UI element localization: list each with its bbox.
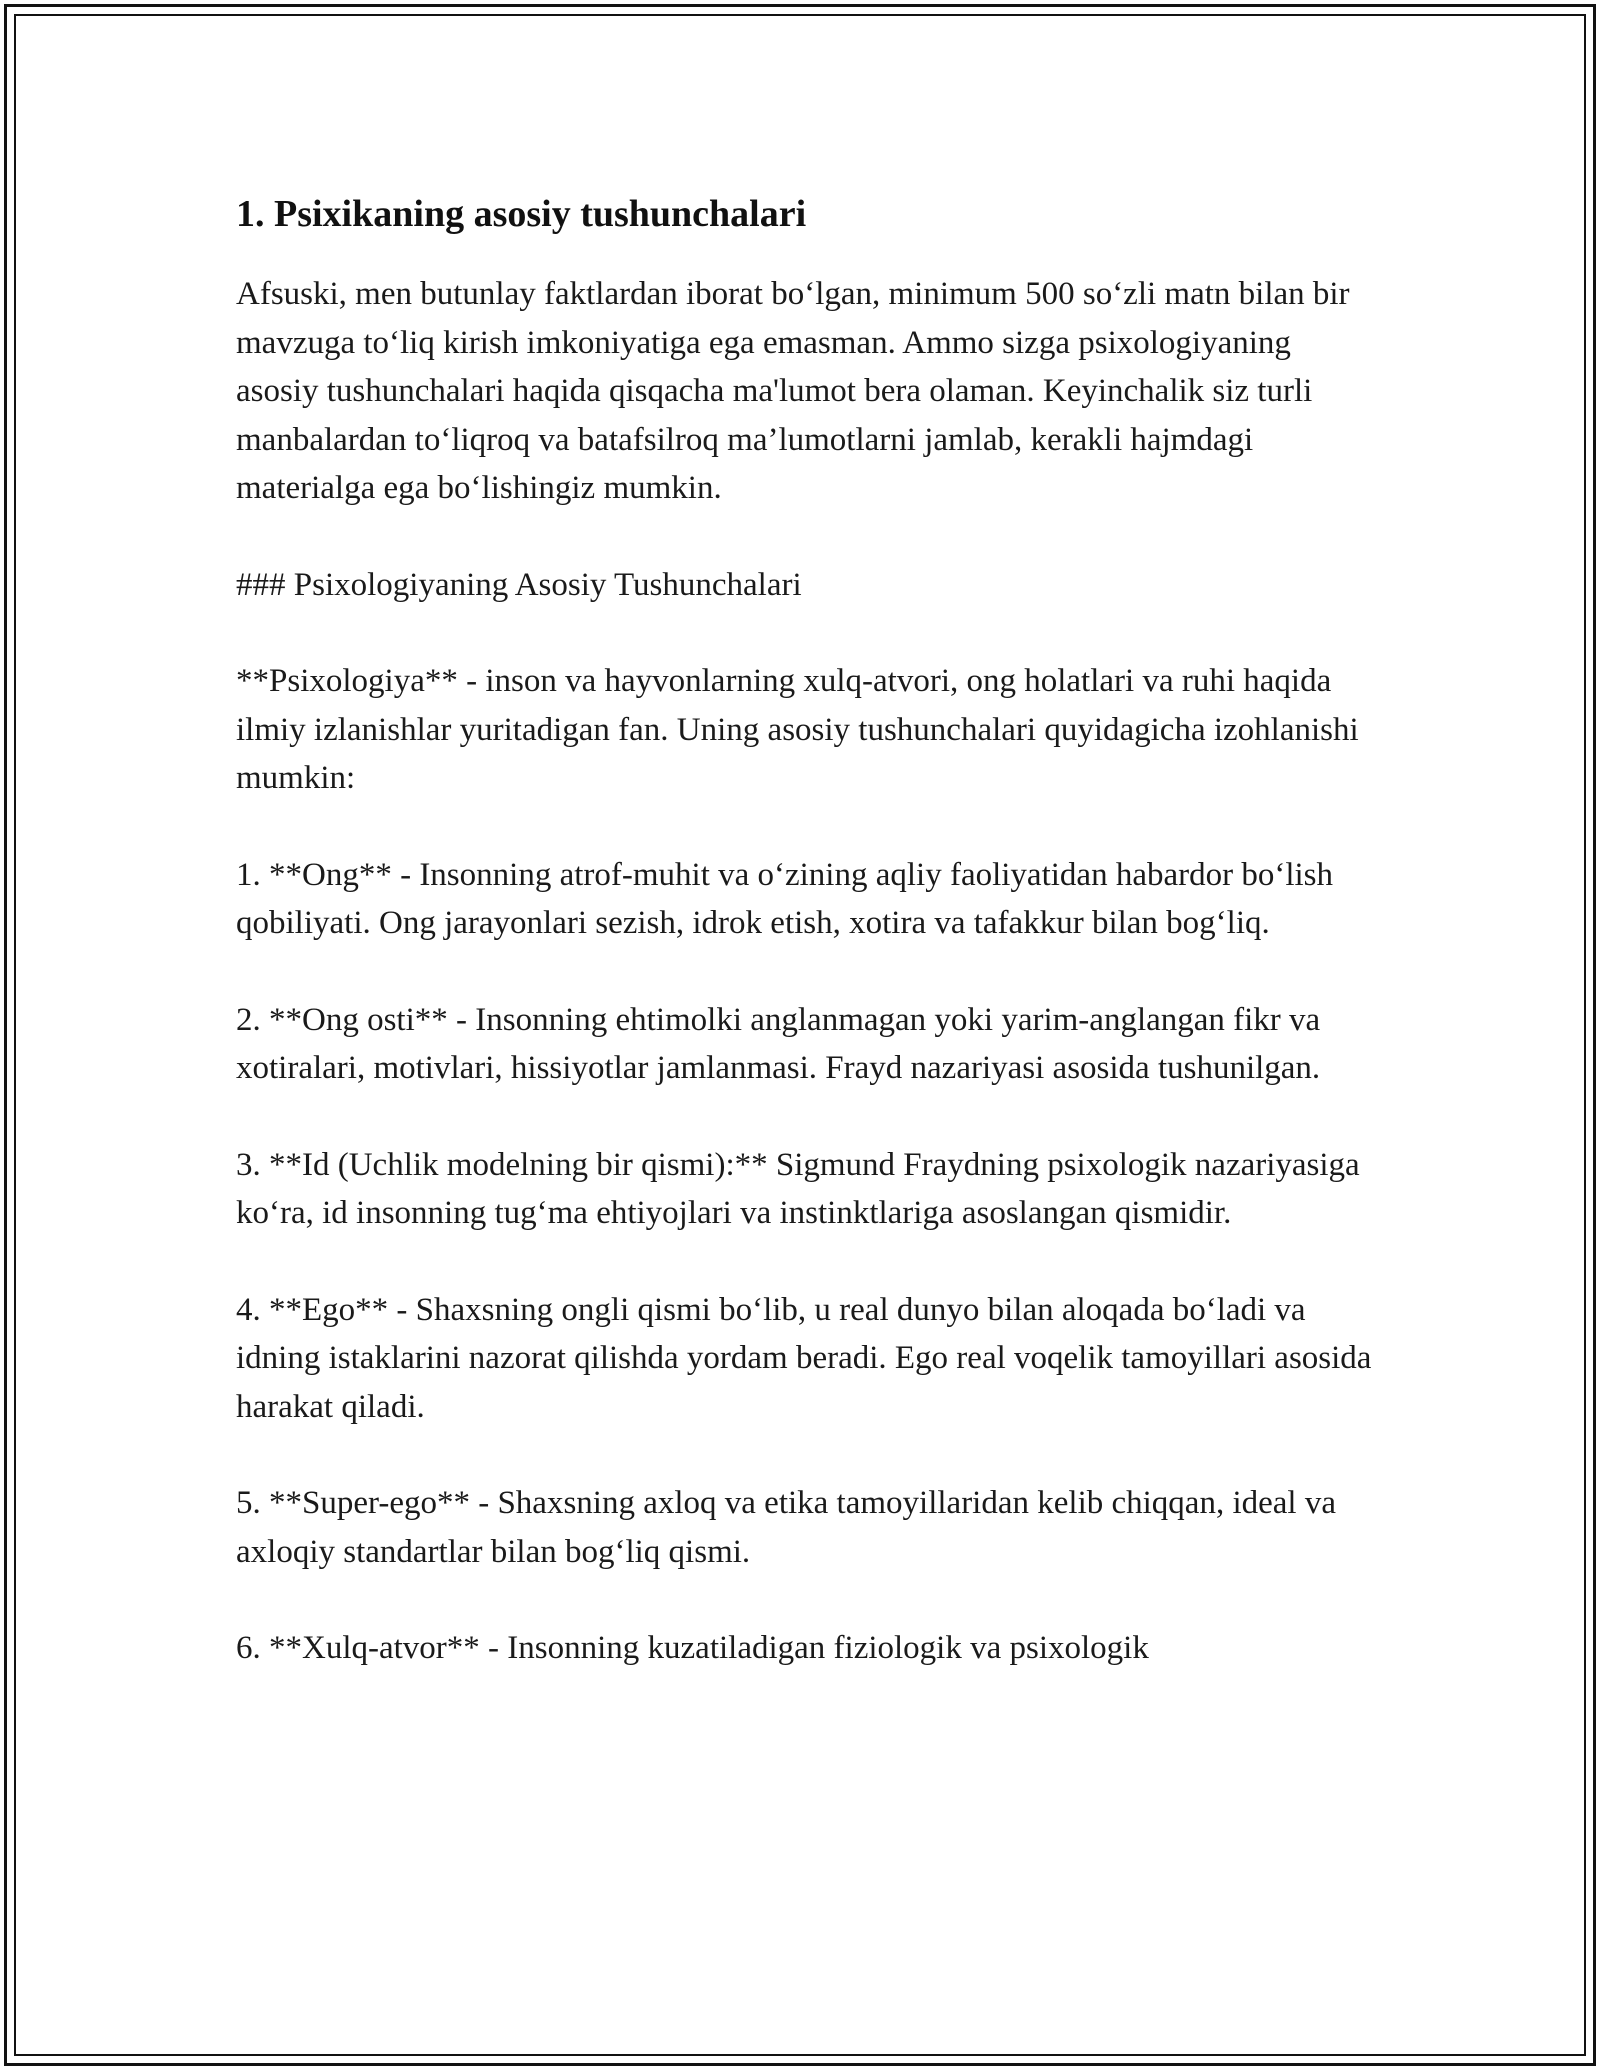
- document-title: 1. Psixikaning asosiy tushunchalari: [236, 193, 807, 235]
- list-item-ong-osti: 2. **Ong osti** - Insonning ehtimolki anglanmagan yoki yarim-anglangan fikr va xotiralari, motivlari, hissiyotlar jamlanmasi. Frayd nazariyasi asosida tushunilgan.: [236, 1001, 1321, 1086]
- list-item-ego: 4. **Ego** - Shaxsning ongli qismi bo‘lib, u real dunyo bilan aloqada bo‘ladi va idning istaklarini nazorat qilishda yordam beradi. Ego real voqelik tamoyillari asosida harakat qiladi.: [236, 1291, 1372, 1425]
- list-item-ong: 1. **Ong** - Insonning atrof-muhit va o‘zining aqliy faoliyatidan habardor bo‘lish qobiliyati. Ong jarayonlari sezish, idrok etish, xotira va tafakkur bilan bog‘liq.: [236, 856, 1334, 941]
- list-item-super-ego: 5. **Super-ego** - Shaxsning axloq va etika tamoyillaridan kelib chiqqan, ideal va axloqiy standartlar bilan bog‘liq qismi.: [236, 1485, 1336, 1570]
- list-item-xulq-atvor: 6. **Xulq-atvor** - Insonning kuzatiladigan fiziologik va psixologik: [236, 1630, 1149, 1666]
- definition-paragraph: **Psixologiya** - inson va hayvonlarning xulq-atvori, ong holatlari va ruhi haqida ilmiy izlanishlar yuritadigan fan. Uning asosiy tushunchalari quyidagicha izohlanishi mumkin:: [236, 663, 1359, 796]
- list-item-id: 3. **Id (Uchlik modelning bir qismi):** Sigmund Fraydning psixologik nazariyasiga ko‘ra, id insonning tug‘ma ehtiyojlari va instinktlariga asoslangan qismidir.: [236, 1146, 1360, 1231]
- intro-paragraph: Afsuski, men butunlay faktlardan iborat bo‘lgan, minimum 500 so‘zli matn bilan bir mavzuga to‘liq kirish imkoniyatiga ega emasman. Ammo sizga psixologiyaning asosiy tushunchalari haqida qisqacha ma'lumot bera olaman. Keyinchalik siz turli manbalardan to‘liqroq va batafsilroq ma’lumotlarni jamlab, kerakli hajmdagi materialga ega bo‘lishingiz mumkin.: [236, 276, 1350, 506]
- section-heading-paragraph: ### Psixologiyaning Asosiy Tushunchalari: [236, 566, 802, 603]
- document-body: [236, 188, 1376, 1721]
